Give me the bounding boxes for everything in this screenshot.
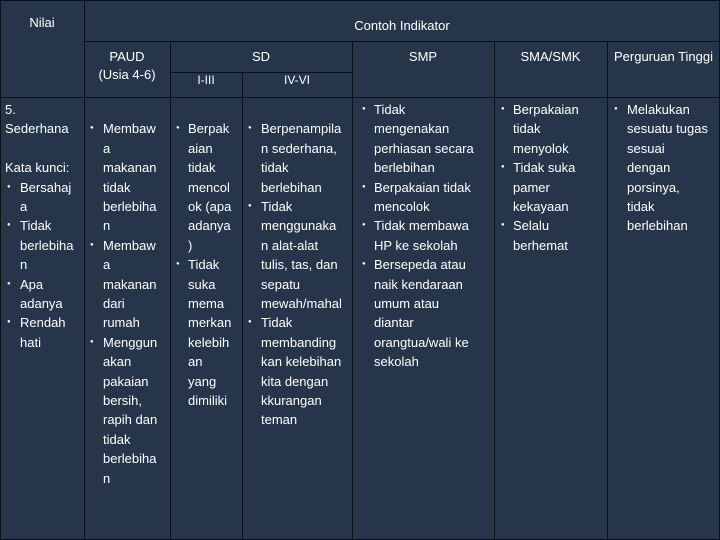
paud-indicator-item-line: n	[103, 470, 111, 486]
sd-high-indicator-item	[261, 119, 341, 197]
paud-indicator-item-line: akan	[103, 354, 132, 370]
bullet-icon: ●	[362, 183, 366, 190]
sd-low-indicator-item	[188, 255, 231, 410]
bullet-icon: ●	[176, 125, 180, 132]
header-nilai: Nilai	[29, 15, 55, 30]
pt-indicator-item-line: Melakukan	[627, 102, 690, 117]
paud-indicator-item	[103, 119, 157, 235]
keyword-item-line: Apa	[20, 276, 44, 292]
smp-indicator-item-line: diantar	[374, 315, 414, 331]
keyword-item	[20, 275, 63, 314]
keyword-item-line: n	[20, 257, 28, 273]
col-divider-sma	[607, 41, 608, 540]
bullet-icon: ●	[90, 241, 94, 248]
sd-high-indicator-item-line: berlebihan	[261, 179, 322, 195]
sma-indicator-item-line: kekayaan	[513, 199, 569, 214]
smp-indicator-item-line: Tidak membawa	[374, 218, 469, 234]
bullet-icon: ●	[7, 280, 11, 287]
smp-indicator-item-line: naik kendaraan	[374, 276, 463, 292]
paud-indicator-item-line: pakaian	[103, 373, 149, 389]
sma-indicator-item-line: berhemat	[513, 237, 568, 253]
paud-indicator-item-line: Membaw	[103, 237, 156, 253]
sd-low-indicator-item-line: dimiliki	[188, 393, 227, 409]
smp-indicator-item-line: Tidak	[374, 102, 406, 117]
bullet-icon: ●	[90, 338, 94, 345]
sd-high-indicator-item	[261, 197, 342, 313]
sd-low-indicator-item-line: merkan	[188, 315, 232, 331]
bullet-icon: ●	[90, 125, 94, 132]
paud-indicator-item-line: Menggun	[103, 334, 158, 350]
kata-kunci-label: Kata kunci:	[5, 160, 70, 176]
paud-indicator-item-line: makanan	[103, 160, 157, 176]
sd-low-indicator-item-line: Berpak	[188, 121, 230, 137]
sma-indicator-item	[513, 216, 568, 255]
smp-indicator-item-line: orangtua/wali ke	[374, 334, 469, 350]
header-sma-smk: SMA/SMK	[520, 49, 581, 64]
col-divider-smp	[494, 41, 495, 540]
smp-indicator-item-line: mengenakan	[374, 121, 450, 137]
paud-indicator-item-line: a	[103, 257, 111, 273]
sd-low-indicator-item-line: ok (apa	[188, 199, 232, 215]
sd-low-indicator-item-line: )	[188, 237, 193, 253]
col-divider-sd	[352, 41, 353, 540]
sma-indicator-item-line: pamer	[513, 179, 550, 195]
paud-indicator-item-line: rumah	[103, 315, 140, 331]
table-border-top	[0, 0, 720, 1]
header-divider-1	[84, 41, 720, 42]
paud-indicator-item-line: a	[103, 140, 111, 156]
smp-indicator-item-line: Berpakaian tidak	[374, 179, 471, 195]
bullet-icon: ●	[614, 106, 618, 112]
nilai-name: Sederhana	[5, 121, 69, 137]
paud-indicator-item-line: makanan	[103, 276, 157, 292]
header-perguruan-tinggi: Perguruan Tinggi	[613, 49, 713, 64]
bullet-icon: ●	[501, 222, 505, 229]
smp-indicator-item-line: HP ke sekolah	[374, 237, 458, 253]
sd-low-indicator-item-line: yang	[188, 373, 217, 389]
smp-indicator-item-line: umum atau	[374, 296, 440, 311]
header-sd-low: I-III	[197, 73, 215, 87]
smp-indicator-item	[374, 255, 469, 371]
sd-high-indicator-item-line: tidak	[261, 160, 289, 176]
paud-indicator-item	[103, 333, 157, 488]
sd-low-indicator-item-line: kelebih	[188, 334, 230, 350]
smp-indicator-item-line: sekolah	[374, 354, 419, 370]
header-divider-main	[0, 97, 720, 98]
keyword-item-line: hati	[20, 334, 41, 350]
bullet-icon: ●	[248, 203, 252, 209]
paud-indicator-item-line: n	[103, 218, 111, 234]
sd-high-indicator-item-line: n sederhana,	[261, 140, 337, 156]
sd-low-indicator-item-line: an	[188, 354, 203, 370]
col-divider-paud	[170, 41, 171, 540]
sd-high-indicator-item-line: kan kelebihan	[261, 354, 342, 370]
sd-low-indicator-item-line: mema	[188, 296, 225, 311]
col-divider-sd-low	[242, 72, 243, 540]
sd-low-indicator-item-line: Tidak	[188, 257, 220, 273]
bullet-icon: ●	[7, 319, 11, 326]
paud-indicator-item-line: Membaw	[103, 121, 156, 137]
sd-low-indicator-item-line: mencol	[188, 179, 230, 195]
paud-indicator-item-line: berlebiha	[103, 199, 157, 215]
paud-indicator-item-line: tidak	[103, 179, 131, 195]
smp-indicator-item-line: mencolok	[374, 199, 430, 214]
keyword-item-line: a	[20, 199, 28, 214]
sd-low-indicator-item-line: adanya	[188, 218, 231, 234]
bullet-icon: ●	[176, 261, 180, 268]
paud-indicator-item-line: dari	[103, 296, 125, 312]
keyword-item	[20, 178, 71, 217]
sd-high-indicator-item-line: teman	[261, 412, 298, 428]
bullet-icon: ●	[362, 261, 366, 268]
sd-high-indicator-item-line: Berpenampila	[261, 121, 342, 137]
pt-indicator-item-line: tidak	[627, 199, 655, 215]
keyword-item-line: Bersahaj	[20, 179, 72, 195]
pt-indicator-item-line: berlebihan	[627, 218, 688, 234]
nilai-number: 5.	[5, 102, 16, 117]
header-contoh-indikator: Contoh Indikator	[354, 18, 450, 33]
sma-indicator-item	[513, 100, 579, 158]
sma-indicator-item-line: Berpakaian	[513, 102, 579, 117]
pt-indicator-item	[627, 100, 708, 236]
paud-indicator-item-line: berlebiha	[103, 451, 157, 467]
header-smp: SMP	[408, 49, 438, 64]
bullet-icon: ●	[7, 222, 11, 229]
sd-high-indicator-item-line: Tidak	[261, 315, 293, 331]
sd-high-indicator-item-line: mewah/mahal	[261, 296, 342, 312]
paud-indicator-item	[103, 236, 156, 333]
smp-indicator-item-line: perhiasan secara	[374, 140, 474, 156]
table-border-left	[0, 0, 1, 540]
smp-indicator-item	[374, 216, 469, 255]
pt-indicator-item-line: sesuai	[627, 140, 665, 156]
smp-indicator-item-line: berlebihan	[374, 160, 435, 176]
bullet-icon: ●	[248, 319, 252, 326]
sma-indicator-item-line: tidak	[513, 121, 541, 137]
header-sd: SD	[251, 49, 271, 64]
sd-high-indicator-item-line: tulis, tas, dan	[261, 257, 338, 273]
paud-indicator-item-line: bersih,	[103, 393, 143, 409]
smp-indicator-item-line: Bersepeda atau	[374, 257, 466, 273]
keyword-item-line: Rendah	[20, 315, 66, 331]
sd-high-indicator-item-line: kkurangan	[261, 393, 322, 409]
keyword-item	[20, 216, 74, 274]
bullet-icon: ●	[7, 183, 11, 190]
sma-indicator-item-line: Selalu	[513, 218, 550, 234]
smp-indicator-item	[374, 100, 474, 178]
sd-high-indicator-item-line: n alat-alat	[261, 237, 319, 253]
sd-low-indicator-item-line: tidak	[188, 160, 216, 176]
bullet-icon: ●	[362, 106, 366, 112]
bullet-icon: ●	[501, 164, 505, 171]
keyword-item-line: adanya	[20, 296, 63, 311]
sd-low-indicator-item	[188, 119, 231, 255]
keyword-item	[20, 313, 66, 352]
paud-indicator-item-line: tidak	[103, 431, 131, 447]
sd-high-indicator-item-line: kita dengan	[261, 373, 329, 389]
sd-high-indicator-item-line: sepatu	[261, 276, 301, 292]
sd-low-indicator-item-line: aian	[188, 140, 213, 156]
pt-indicator-item-line: sesuatu tugas	[627, 121, 708, 137]
bullet-icon: ●	[362, 222, 366, 229]
sd-high-indicator-item-line: menggunaka	[261, 218, 337, 234]
paud-indicator-item-line: rapih dan	[103, 412, 158, 428]
sd-high-indicator-item-line: Tidak	[261, 199, 293, 214]
header-paud-age: (Usia 4-6)	[98, 67, 156, 82]
header-sd-high: IV-VI	[283, 73, 310, 87]
header-paud: PAUD	[109, 49, 145, 64]
sma-indicator-item-line: Tidak suka	[513, 160, 576, 176]
sma-indicator-item	[513, 158, 575, 216]
keyword-item-line: Tidak	[20, 218, 52, 234]
keyword-item-line: berlebiha	[20, 237, 74, 253]
sd-low-indicator-item-line: suka	[188, 276, 216, 292]
pt-indicator-item-line: dengan	[627, 160, 671, 176]
smp-indicator-item	[374, 178, 471, 217]
bullet-icon: ●	[501, 106, 505, 112]
pt-indicator-item-line: porsinya,	[627, 179, 680, 195]
bullet-icon: ●	[248, 125, 252, 132]
sma-indicator-item-line: menyolok	[513, 140, 569, 156]
sd-high-indicator-item-line: membanding	[261, 334, 337, 350]
sd-high-indicator-item	[261, 313, 341, 429]
